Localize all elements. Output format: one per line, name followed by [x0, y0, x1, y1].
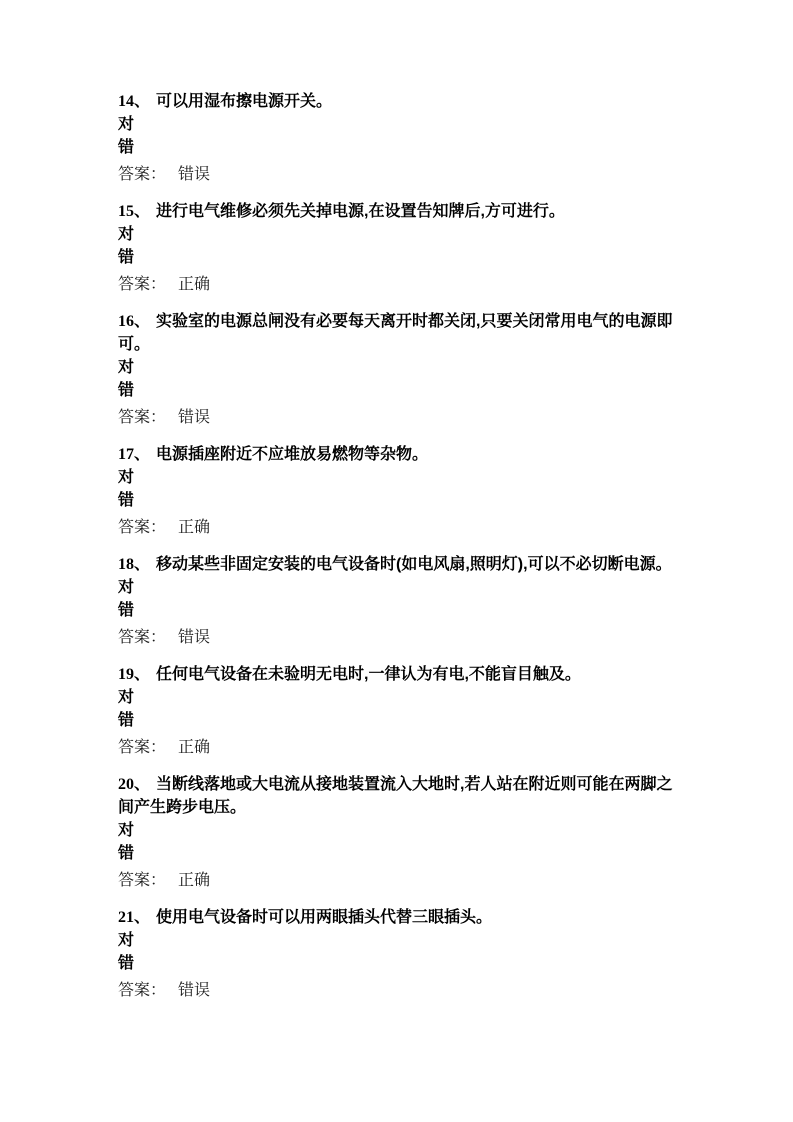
option-true: 对	[118, 932, 135, 949]
answer-line	[118, 869, 678, 892]
question-block-18	[118, 553, 678, 649]
answer-label: 答案：	[118, 409, 167, 426]
question-block-15	[118, 200, 678, 296]
option-true: 对	[118, 359, 135, 376]
option-true: 对	[118, 579, 135, 596]
option-true: 对	[118, 116, 135, 133]
option-false: 错	[118, 492, 135, 509]
answer-line	[118, 163, 678, 186]
answer-line	[118, 406, 678, 429]
answer-value: 正确	[178, 276, 211, 293]
question-text	[118, 773, 678, 819]
question-number: 21、	[118, 909, 151, 926]
question-title: 电源插座附近不应堆放易燃物等杂物。	[156, 446, 429, 463]
answer-value: 错误	[178, 166, 211, 183]
question-block-17	[118, 443, 678, 539]
option-false: 错	[118, 955, 135, 972]
answer-value: 正确	[178, 872, 211, 889]
question-title: 使用电气设备时可以用两眼插头代替三眼插头。	[156, 909, 493, 926]
question-text	[118, 553, 678, 576]
option-true: 对	[118, 822, 135, 839]
option-true: 对	[118, 689, 135, 706]
answer-value: 错误	[178, 629, 211, 646]
question-number: 20、	[118, 776, 151, 793]
answer-value: 正确	[178, 519, 211, 536]
answer-line	[118, 626, 678, 649]
question-text	[118, 906, 678, 929]
question-text	[118, 90, 678, 113]
option-false: 错	[118, 845, 135, 862]
answer-label: 答案：	[118, 629, 167, 646]
question-number: 18、	[118, 556, 151, 573]
option-false: 错	[118, 139, 135, 156]
question-text	[118, 663, 678, 686]
option-false: 错	[118, 712, 135, 729]
answer-line	[118, 516, 678, 539]
question-number: 19、	[118, 666, 151, 683]
option-false: 错	[118, 602, 135, 619]
answer-value: 错误	[178, 409, 211, 426]
question-block-14	[118, 90, 678, 186]
answer-value: 错误	[178, 982, 211, 999]
answer-line	[118, 736, 678, 759]
question-block-20	[118, 773, 678, 892]
question-block-21	[118, 906, 678, 1002]
answer-label: 答案：	[118, 519, 167, 536]
answer-label: 答案：	[118, 276, 167, 293]
option-false: 错	[118, 382, 135, 399]
question-title: 当断线落地或大电流从接地装置流入大地时,若人站在附近则可能在两脚之间产生跨步电压。	[118, 776, 673, 816]
option-true: 对	[118, 469, 135, 486]
question-block-19	[118, 663, 678, 759]
answer-label: 答案：	[118, 166, 167, 183]
question-text	[118, 200, 678, 223]
answer-line	[118, 979, 678, 1002]
question-title: 移动某些非固定安装的电气设备时(如电风扇,照明灯),可以不必切断电源。	[156, 556, 672, 573]
question-number: 16、	[118, 313, 151, 330]
question-number: 14、	[118, 93, 151, 110]
answer-line	[118, 273, 678, 296]
question-title: 可以用湿布擦电源开关。	[156, 93, 333, 110]
answer-label: 答案：	[118, 739, 167, 756]
question-text	[118, 443, 678, 466]
answer-label: 答案：	[118, 982, 167, 999]
question-title: 进行电气维修必须先关掉电源,在设置告知牌后,方可进行。	[156, 203, 565, 220]
answer-value: 正确	[178, 739, 211, 756]
question-title: 实验室的电源总闸没有必要每天离开时都关闭,只要关闭常用电气的电源即可。	[118, 313, 673, 353]
answer-label: 答案：	[118, 872, 167, 889]
option-false: 错	[118, 249, 135, 266]
question-title: 任何电气设备在未验明无电时,一律认为有电,不能盲目触及。	[156, 666, 581, 683]
question-number: 15、	[118, 203, 151, 220]
option-true: 对	[118, 226, 135, 243]
question-block-16	[118, 310, 678, 429]
question-text	[118, 310, 678, 356]
question-number: 17、	[118, 446, 151, 463]
